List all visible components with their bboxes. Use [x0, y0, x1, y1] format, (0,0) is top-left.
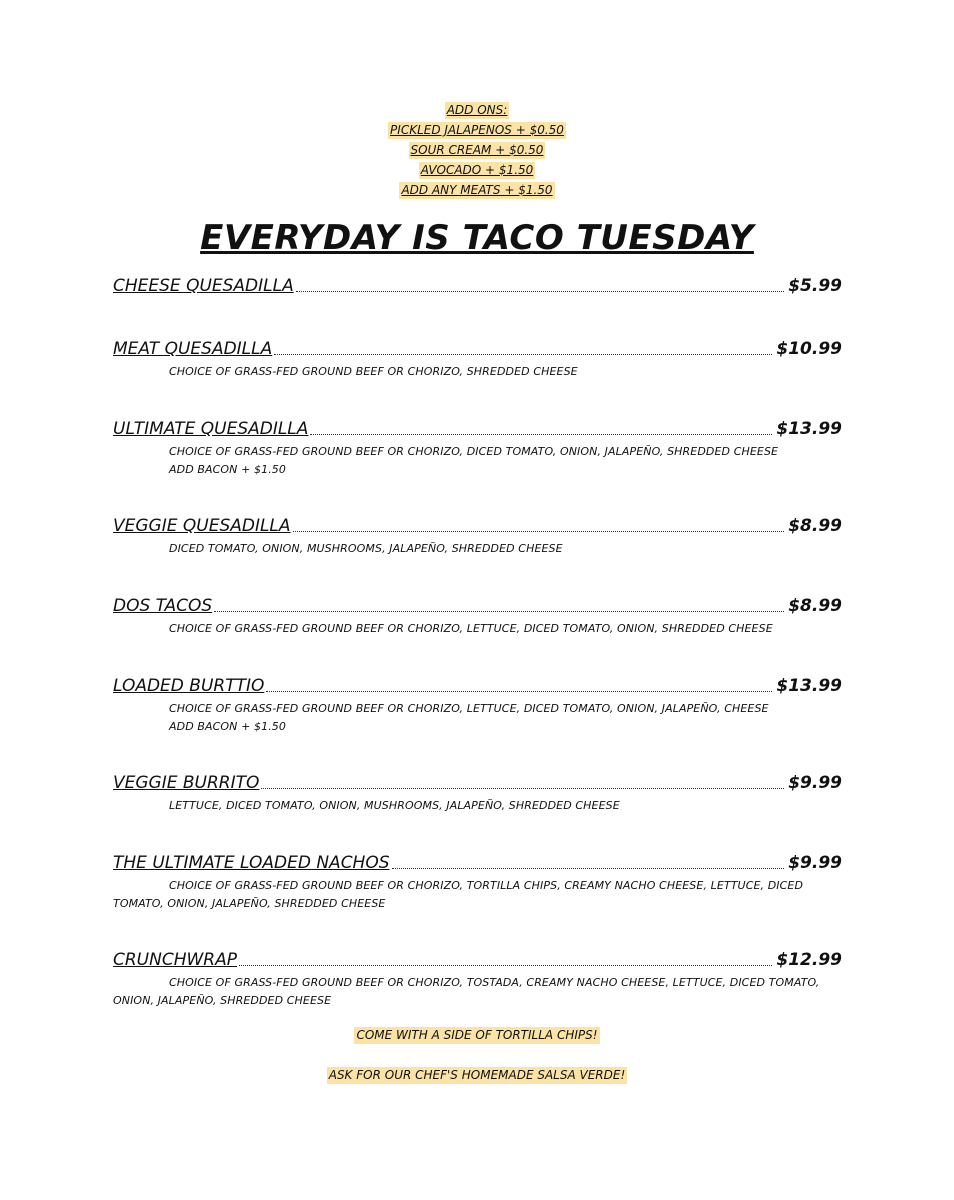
menu-item — [113, 851, 842, 913]
menu-item — [113, 514, 842, 558]
item-description: CHOICE OF GRASS-FED GROUND BEEF OR CHORIZO, DICED TOMATO, ONION, JALAPEÑO, SHREDDED CHEESE — [169, 445, 779, 458]
dot-leader — [266, 690, 772, 692]
item-name: THE ULTIMATE LOADED NACHOS — [113, 853, 390, 873]
item-description-block — [113, 700, 842, 736]
dot-leader — [214, 610, 784, 612]
item-description: CHOICE OF GRASS-FED GROUND BEEF OR CHORIZO, SHREDDED CHEESE — [169, 365, 578, 378]
menu-title: EVERYDAY IS TACO TUESDAY — [200, 218, 754, 258]
item-price: $13.99 — [776, 676, 842, 696]
item-price: $9.99 — [788, 773, 842, 793]
item-description: CHOICE OF GRASS-FED GROUND BEEF OR CHORIZO, LETTUCE, DICED TOMATO, ONION, JALAPEÑO, CHEESE — [169, 702, 769, 715]
item-extra: ADD BACON + $1.50 — [169, 720, 287, 733]
item-description: LETTUCE, DICED TOMATO, ONION, MUSHROOMS, JALAPEÑO, SHREDDED CHEESE — [169, 799, 620, 812]
item-price: $10.99 — [776, 339, 842, 359]
add-on-line: AVOCADO + $1.50 — [420, 163, 534, 177]
menu-item — [113, 674, 842, 736]
menu-item — [113, 337, 842, 381]
item-name: VEGGIE QUESADILLA — [113, 516, 291, 536]
item-name: CRUNCHWRAP — [113, 950, 237, 970]
item-description: CHOICE OF GRASS-FED GROUND BEEF OR CHORIZO, TORTILLA CHIPS, CREAMY NACHO CHEESE, LETTUCE, DICED TOMATO, ONION, JALAPEÑO, SHREDDED CHEESE — [113, 879, 804, 910]
footer-salsa-note: ASK FOR OUR CHEF'S HOMEMADE SALSA VERDE! — [328, 1068, 626, 1082]
menu-item — [113, 594, 842, 638]
item-description: CHOICE OF GRASS-FED GROUND BEEF OR CHORIZO, TOSTADA, CREAMY NACHO CHEESE, LETTUCE, DICED TOMATO, ONION, JALAPEÑO, SHREDDED CHEESE — [113, 976, 820, 1007]
item-name: LOADED BURTTIO — [113, 676, 265, 696]
add-on-line: PICKLED JALAPENOS + $0.50 — [390, 123, 564, 137]
add-on-line: SOUR CREAM + $0.50 — [410, 143, 544, 157]
menu-item — [113, 948, 842, 1010]
dot-leader — [392, 867, 785, 869]
item-name: ULTIMATE QUESADILLA — [113, 419, 309, 439]
item-name: VEGGIE BURRITO — [113, 773, 260, 793]
menu-item — [113, 417, 842, 479]
dot-leader — [296, 290, 784, 292]
item-name: DOS TACOS — [113, 596, 213, 616]
menu-item — [113, 771, 842, 815]
item-description: CHOICE OF GRASS-FED GROUND BEEF OR CHORIZO, LETTUCE, DICED TOMATO, ONION, SHREDDED CHEESE — [169, 622, 773, 635]
footer-note — [0, 1027, 954, 1044]
dot-leader — [274, 353, 772, 355]
item-price: $8.99 — [788, 516, 842, 536]
add-ons-section — [0, 100, 954, 200]
item-price: $5.99 — [788, 276, 842, 296]
dot-leader — [293, 530, 785, 532]
dot-leader — [239, 964, 772, 966]
item-description: DICED TOMATO, ONION, MUSHROOMS, JALAPEÑO, SHREDDED CHEESE — [169, 542, 563, 555]
add-on-line: ADD ANY MEATS + $1.50 — [401, 183, 553, 197]
dot-leader — [310, 433, 772, 435]
menu-item — [113, 274, 842, 298]
item-price: $8.99 — [788, 596, 842, 616]
item-name: CHEESE QUESADILLA — [113, 276, 294, 296]
item-price: $9.99 — [788, 853, 842, 873]
dot-leader — [261, 787, 784, 789]
add-ons-heading: ADD ONS: — [446, 103, 508, 117]
item-price: $13.99 — [776, 419, 842, 439]
item-extra: ADD BACON + $1.50 — [169, 463, 287, 476]
item-price: $12.99 — [776, 950, 842, 970]
footer-note — [0, 1067, 954, 1084]
item-name: MEAT QUESADILLA — [113, 339, 273, 359]
item-description-block — [113, 443, 842, 479]
footer-chips-note: COME WITH A SIDE OF TORTILLA CHIPS! — [356, 1028, 598, 1042]
